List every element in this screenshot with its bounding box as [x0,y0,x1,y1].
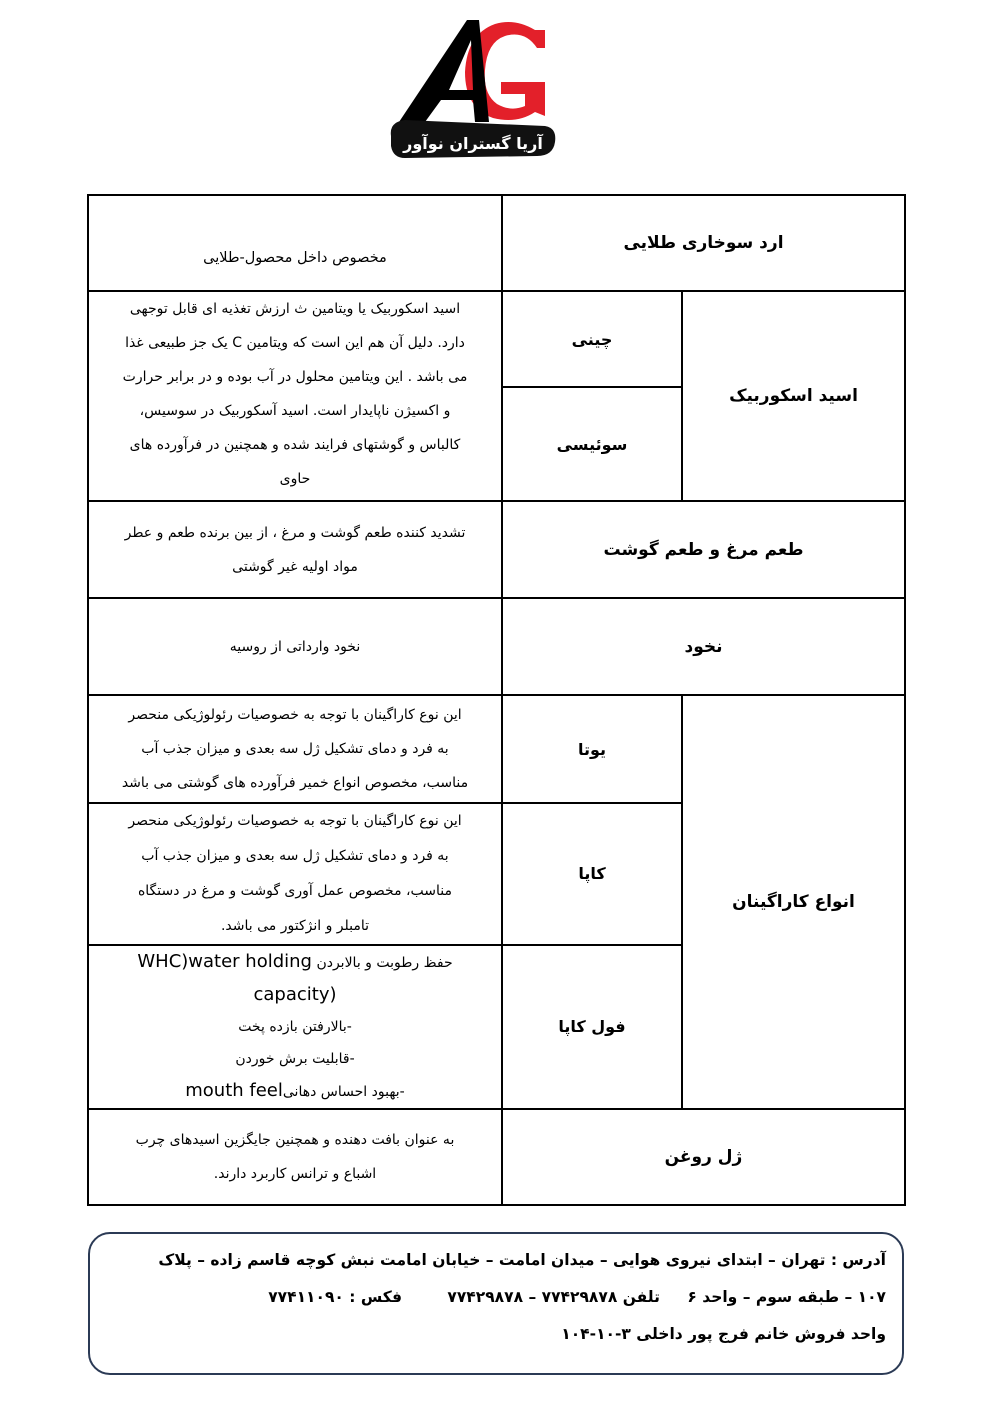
row-carrageenan-iota [88,695,905,802]
desc-line: مواد اولیه غیر گوشتی [232,558,358,575]
product-variant: یوتا [502,695,682,802]
desc-line: دارد. دلیل آن هم این است که ویتامین C یک جز طبیعی غذا [125,335,465,352]
desc-text: -بهبود احساس دهانی [282,1083,405,1100]
desc-text: حفظ رطوبت و بالابردن [316,954,453,971]
product-variant: فول کاپا [502,945,682,1109]
address-box [88,1232,904,1375]
product-name: نخود [502,598,905,695]
desc-line: -بالارفتن بازده پخت [238,1018,352,1035]
desc-line: به فرد و دمای تشکیل ژل سه بعدی و میزان جذب آب [141,741,449,758]
row-chickpea [88,598,905,695]
product-name: ارد سوخاری طلایی [502,195,905,291]
desc-line: این نوع کاراگینان با توجه به خصوصیات رئولوژیکی منحصر [128,707,462,724]
company-logo [385,10,565,170]
desc-line [99,946,491,979]
product-description [88,803,502,945]
product-variant: چینی [502,291,682,387]
product-variant: کاپا [502,803,682,945]
address-unit: ۱۰۷ – طبقه سوم – واحد ۶ [687,1288,886,1306]
row-flavor [88,501,905,598]
address-line: آدرس : تهران – ابتدای نیروی هوایی – میدان امامت – خیابان امامت نبش کوچه قاسم زاده – پلاک [158,1251,886,1269]
product-variant: سوئیسی [502,387,682,501]
product-description: مخصوص داخل محصول-طلایی [88,195,502,291]
desc-line: به فرد و دمای تشکیل ژل سه بعدی و میزان جذب آب [141,847,449,864]
desc-english: WHC)water holding [137,950,312,972]
fax-number[interactable]: ۷۷۴۱۱۰۹۰ [268,1288,344,1306]
product-description [88,291,502,501]
product-description: نخود وارداتی از روسیه [88,598,502,695]
product-description [88,1109,502,1205]
address-contact-line [108,1279,886,1316]
desc-line: تشدید کننده طعم گوشت و مرغ ، از بین برنده طعم و عطر [124,524,466,541]
product-name: ژل روغن [502,1109,905,1205]
product-name: انواع کاراگینان [682,695,905,1108]
row-ascorbic-1 [88,291,905,387]
desc-line: اسید اسکوربیک یا ویتامین ث ارزش تغذیه ای قابل توجهی [129,301,461,318]
desc-line: به عنوان بافت دهنده و همچنین جایگزین اسیدهای چرب [135,1131,455,1148]
desc-line: -قابلیت برش خوردن [235,1050,355,1067]
desc-line: حاوی [279,471,311,488]
product-name: اسید اسکوربیک [682,291,905,501]
desc-english: mouth feel [185,1079,283,1101]
sales-unit-line: واحد فروش خانم فرج پور داخلی ۳-۱۰-۱۰۴ [561,1325,886,1343]
product-description [88,501,502,598]
phone-numbers[interactable]: ۷۷۴۲۹۸۷۸ – ۷۷۴۲۹۸۷۸ [447,1288,618,1306]
desc-line: مناسب، مخصوص عمل آوری گوشت و مرغ در دستگاه [137,882,453,899]
logo-a-letter [399,20,489,122]
desc-line: مناسب، مخصوص انواع خمیر فرآورده های گوشتی می باشد [121,775,469,792]
desc-english: capacity) [253,983,337,1005]
ag-logo-icon [385,10,565,170]
product-table [87,194,906,1206]
logo-company-name: آریا گستران نوآور [403,134,543,153]
fax-label: فکس : [349,1288,402,1306]
product-name: طعم مرغ و طعم گوشت [502,501,905,598]
desc-line: می باشد . این ویتامین محلول در آب بوده و در برابر حرارت [122,369,468,386]
row-golden-batter [88,195,905,291]
desc-line: تامبلر و انژکتور می باشد. [220,917,370,934]
desc-line: کالباس و گوشتهای فرایند شده و همچنین در فرآورده های [129,437,461,454]
desc-line [99,1075,491,1108]
phone-label: تلفن [622,1288,660,1306]
desc-line: اشباع و ترانس کاربرد دارند. [213,1165,377,1182]
desc-line: و اکسیژن ناپایدار است. اسید آسکوربیک در سوسیس، [139,403,451,420]
desc-line: این نوع کاراگینان با توجه به خصوصیات رئولوژیکی منحصر [128,812,462,829]
product-description [88,695,502,802]
product-description [88,945,502,1109]
row-oil-gel [88,1109,905,1205]
